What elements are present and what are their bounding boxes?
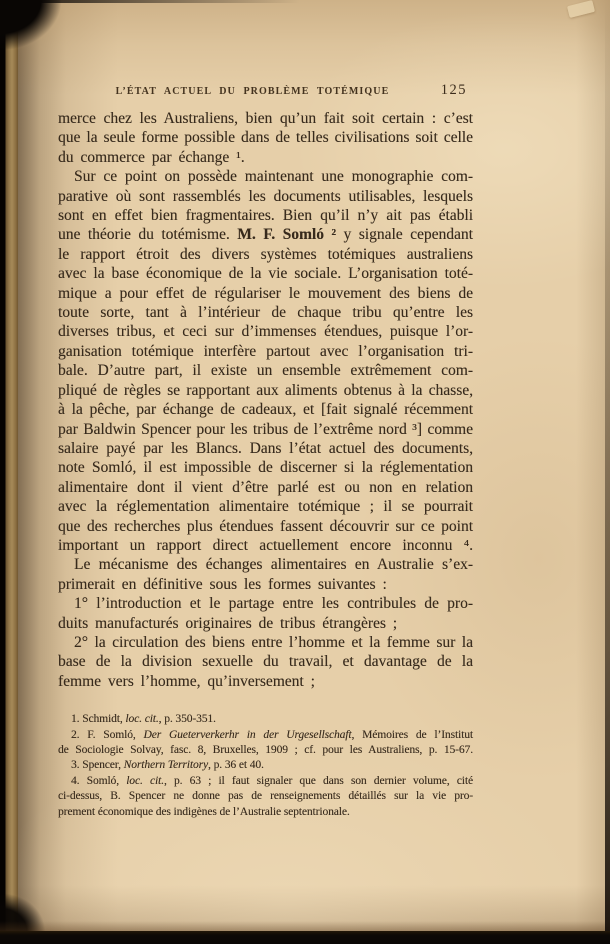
bold-text: M. F. Somló ² xyxy=(237,226,337,244)
text-segment: à la pêche, par échange de cadeaux, et [fait signalé récemment xyxy=(58,401,473,419)
text-segment: , p. 350-351. xyxy=(158,713,216,726)
body-text-line xyxy=(58,284,473,303)
footnote-line xyxy=(58,758,473,773)
top-left-cover-corner xyxy=(0,0,66,54)
text-segment: alimentaire dont il vient d’être parlé est ou non en relation xyxy=(58,478,473,496)
body-text-line xyxy=(58,109,473,128)
body-text-line xyxy=(58,206,473,225)
body-text-line xyxy=(58,148,473,167)
text-segment: ganisation totémique interfère partout avec l’organisation tri- xyxy=(58,342,473,360)
text-segment: par Baldwin Spencer pour les tribus de l’extrême nord ³] comme xyxy=(58,420,473,438)
body-text-line xyxy=(58,322,473,341)
body-text-line xyxy=(58,400,473,419)
text-segment: que des recherches plus étendues fassent découvrir sur ce point xyxy=(58,517,473,535)
text-segment: , p. 36 et 40. xyxy=(208,759,264,772)
body-text-line xyxy=(58,458,473,477)
bottom-page-shadow xyxy=(0,921,610,931)
body-text-line xyxy=(58,439,473,458)
page-content xyxy=(58,84,473,820)
text-segment: ci-dessus, B. Spencer ne donne pas de renseignements détaillés sur la vie pro- xyxy=(58,790,473,803)
body-text-line xyxy=(58,361,473,380)
body-text-line xyxy=(58,167,473,186)
text-segment: 4. Somló, xyxy=(71,774,127,787)
text-segment: merce chez les Australiens, bien qu’un fait soit certain : c’est xyxy=(58,110,473,127)
book-page-edges xyxy=(0,0,20,931)
body-text-line xyxy=(58,187,473,206)
bottom-cover-band xyxy=(0,931,610,944)
text-segment: base de la division sexuelle du travail, et davantage de la xyxy=(58,653,473,671)
text-segment: prement économique des indigènes de l’Australie septentrionale. xyxy=(58,805,350,818)
body-text-line xyxy=(58,672,473,691)
right-edge-shadow xyxy=(605,0,610,931)
body-text-line xyxy=(58,555,473,574)
body-text-line xyxy=(58,128,473,147)
italic-text: loc. cit. xyxy=(125,713,159,726)
text-segment: 1° l’introduction et le partage entre les contribules de pro- xyxy=(74,595,473,613)
body-text-line xyxy=(58,342,473,361)
italic-text: loc. cit. xyxy=(126,774,164,787)
body-text-line xyxy=(58,420,473,439)
footnote-line xyxy=(58,774,473,789)
text-segment: diverses tribus, et ceci sur d’immenses étendues, puisque l’or- xyxy=(58,323,473,341)
running-header xyxy=(58,84,473,100)
body-text-line xyxy=(58,264,473,283)
text-segment: Le mécanisme des échanges alimentaires en Australie s’ex- xyxy=(74,556,473,574)
text-segment: parative où sont rassemblés les documents utilisables, lesquels xyxy=(58,187,473,205)
text-segment: 1. Schmidt, xyxy=(71,713,126,726)
text-segment: , p. 63 ; il faut signaler que dans son dernier volume, cité xyxy=(163,774,473,787)
text-segment: primerait en définitive sous les formes suivantes : xyxy=(58,575,387,593)
footnote-line xyxy=(58,805,473,820)
text-segment: de Sociologie Solvay, fasc. 8, Bruxelles, 1909 ; cf. pour les Australiens, p. 15-67. xyxy=(58,744,473,756)
text-segment: pliqué de règles se rapportant aux aliments obtenus à la chasse, xyxy=(58,381,473,399)
footnote-line xyxy=(58,728,473,743)
running-title: L’ÉTAT ACTUEL DU PROBLÈME TOTÉMIQUE xyxy=(115,86,390,97)
body-text-line xyxy=(58,594,473,613)
body-text-line xyxy=(58,517,473,536)
body-text-line xyxy=(58,225,473,244)
footnotes xyxy=(58,712,473,820)
text-segment: duits manufacturés originaires de tribus étrangères ; xyxy=(58,614,398,632)
text-segment: , Mémoires de l’Institut xyxy=(351,728,473,741)
footnote-line xyxy=(58,712,473,727)
page-number: 125 xyxy=(440,82,467,98)
text-segment: femme vers l’homme, qu’inversement ; xyxy=(58,672,315,690)
text-segment: Sur ce point on possède maintenant une monographie com- xyxy=(74,168,473,186)
text-segment: que la seule forme possible dans de telles civilisations soit celle xyxy=(58,129,473,147)
body-text-line xyxy=(58,303,473,322)
body-text-line xyxy=(58,478,473,497)
body-text-line xyxy=(58,497,473,516)
body-text-line xyxy=(58,633,473,652)
footnote-line xyxy=(58,789,473,804)
text-segment: du commerce par échange ¹. xyxy=(58,148,245,166)
body-text xyxy=(58,109,473,691)
text-segment: 2. F. Somló, xyxy=(71,728,144,741)
text-segment: bale. D’autre part, il existe un ensemble extrêmement com- xyxy=(58,362,473,380)
text-segment: salaire payé par les Blancs. Dans l’état actuel des documents, xyxy=(58,439,473,457)
text-segment: mique a pour effet de régulariser le mouvement des biens de xyxy=(58,284,473,302)
italic-text: Northern Territory xyxy=(123,759,209,772)
text-segment: important un rapport direct actuellement encore inconnu ⁴. xyxy=(58,536,473,554)
text-segment: toute sorte, tant à l’intérieur de chaque tribu qu’entre les xyxy=(58,304,473,322)
text-segment: y signale cependant xyxy=(336,226,473,244)
text-segment: avec la réglementation alimentaire totémique ; il se pourrait xyxy=(58,498,473,516)
text-segment: une théorie du totémisme. xyxy=(58,226,238,244)
body-text-line xyxy=(58,245,473,264)
footnote-line xyxy=(58,743,473,758)
body-text-line xyxy=(58,575,473,594)
text-segment: note Somló, il est impossible de discerner si la réglementation xyxy=(58,459,473,477)
body-text-line xyxy=(58,614,473,633)
body-text-line xyxy=(58,536,473,555)
body-text-line xyxy=(58,652,473,671)
text-segment: 3. Spencer, xyxy=(71,759,124,772)
text-segment: le rapport étroit des divers systèmes totémiques australiens xyxy=(58,245,473,263)
text-segment: avec la base économique de la vie sociale. L’organisation toté- xyxy=(58,265,473,283)
text-segment: 2° la circulation des biens entre l’homme et la femme sur la xyxy=(74,633,473,651)
body-text-line xyxy=(58,381,473,400)
text-segment: sont en effet bien fragmentaires. Bien qu’il n’y ait pas établi xyxy=(58,207,473,225)
italic-text: Der Gueterverkerhr in der Urgesellschaft xyxy=(143,728,352,741)
